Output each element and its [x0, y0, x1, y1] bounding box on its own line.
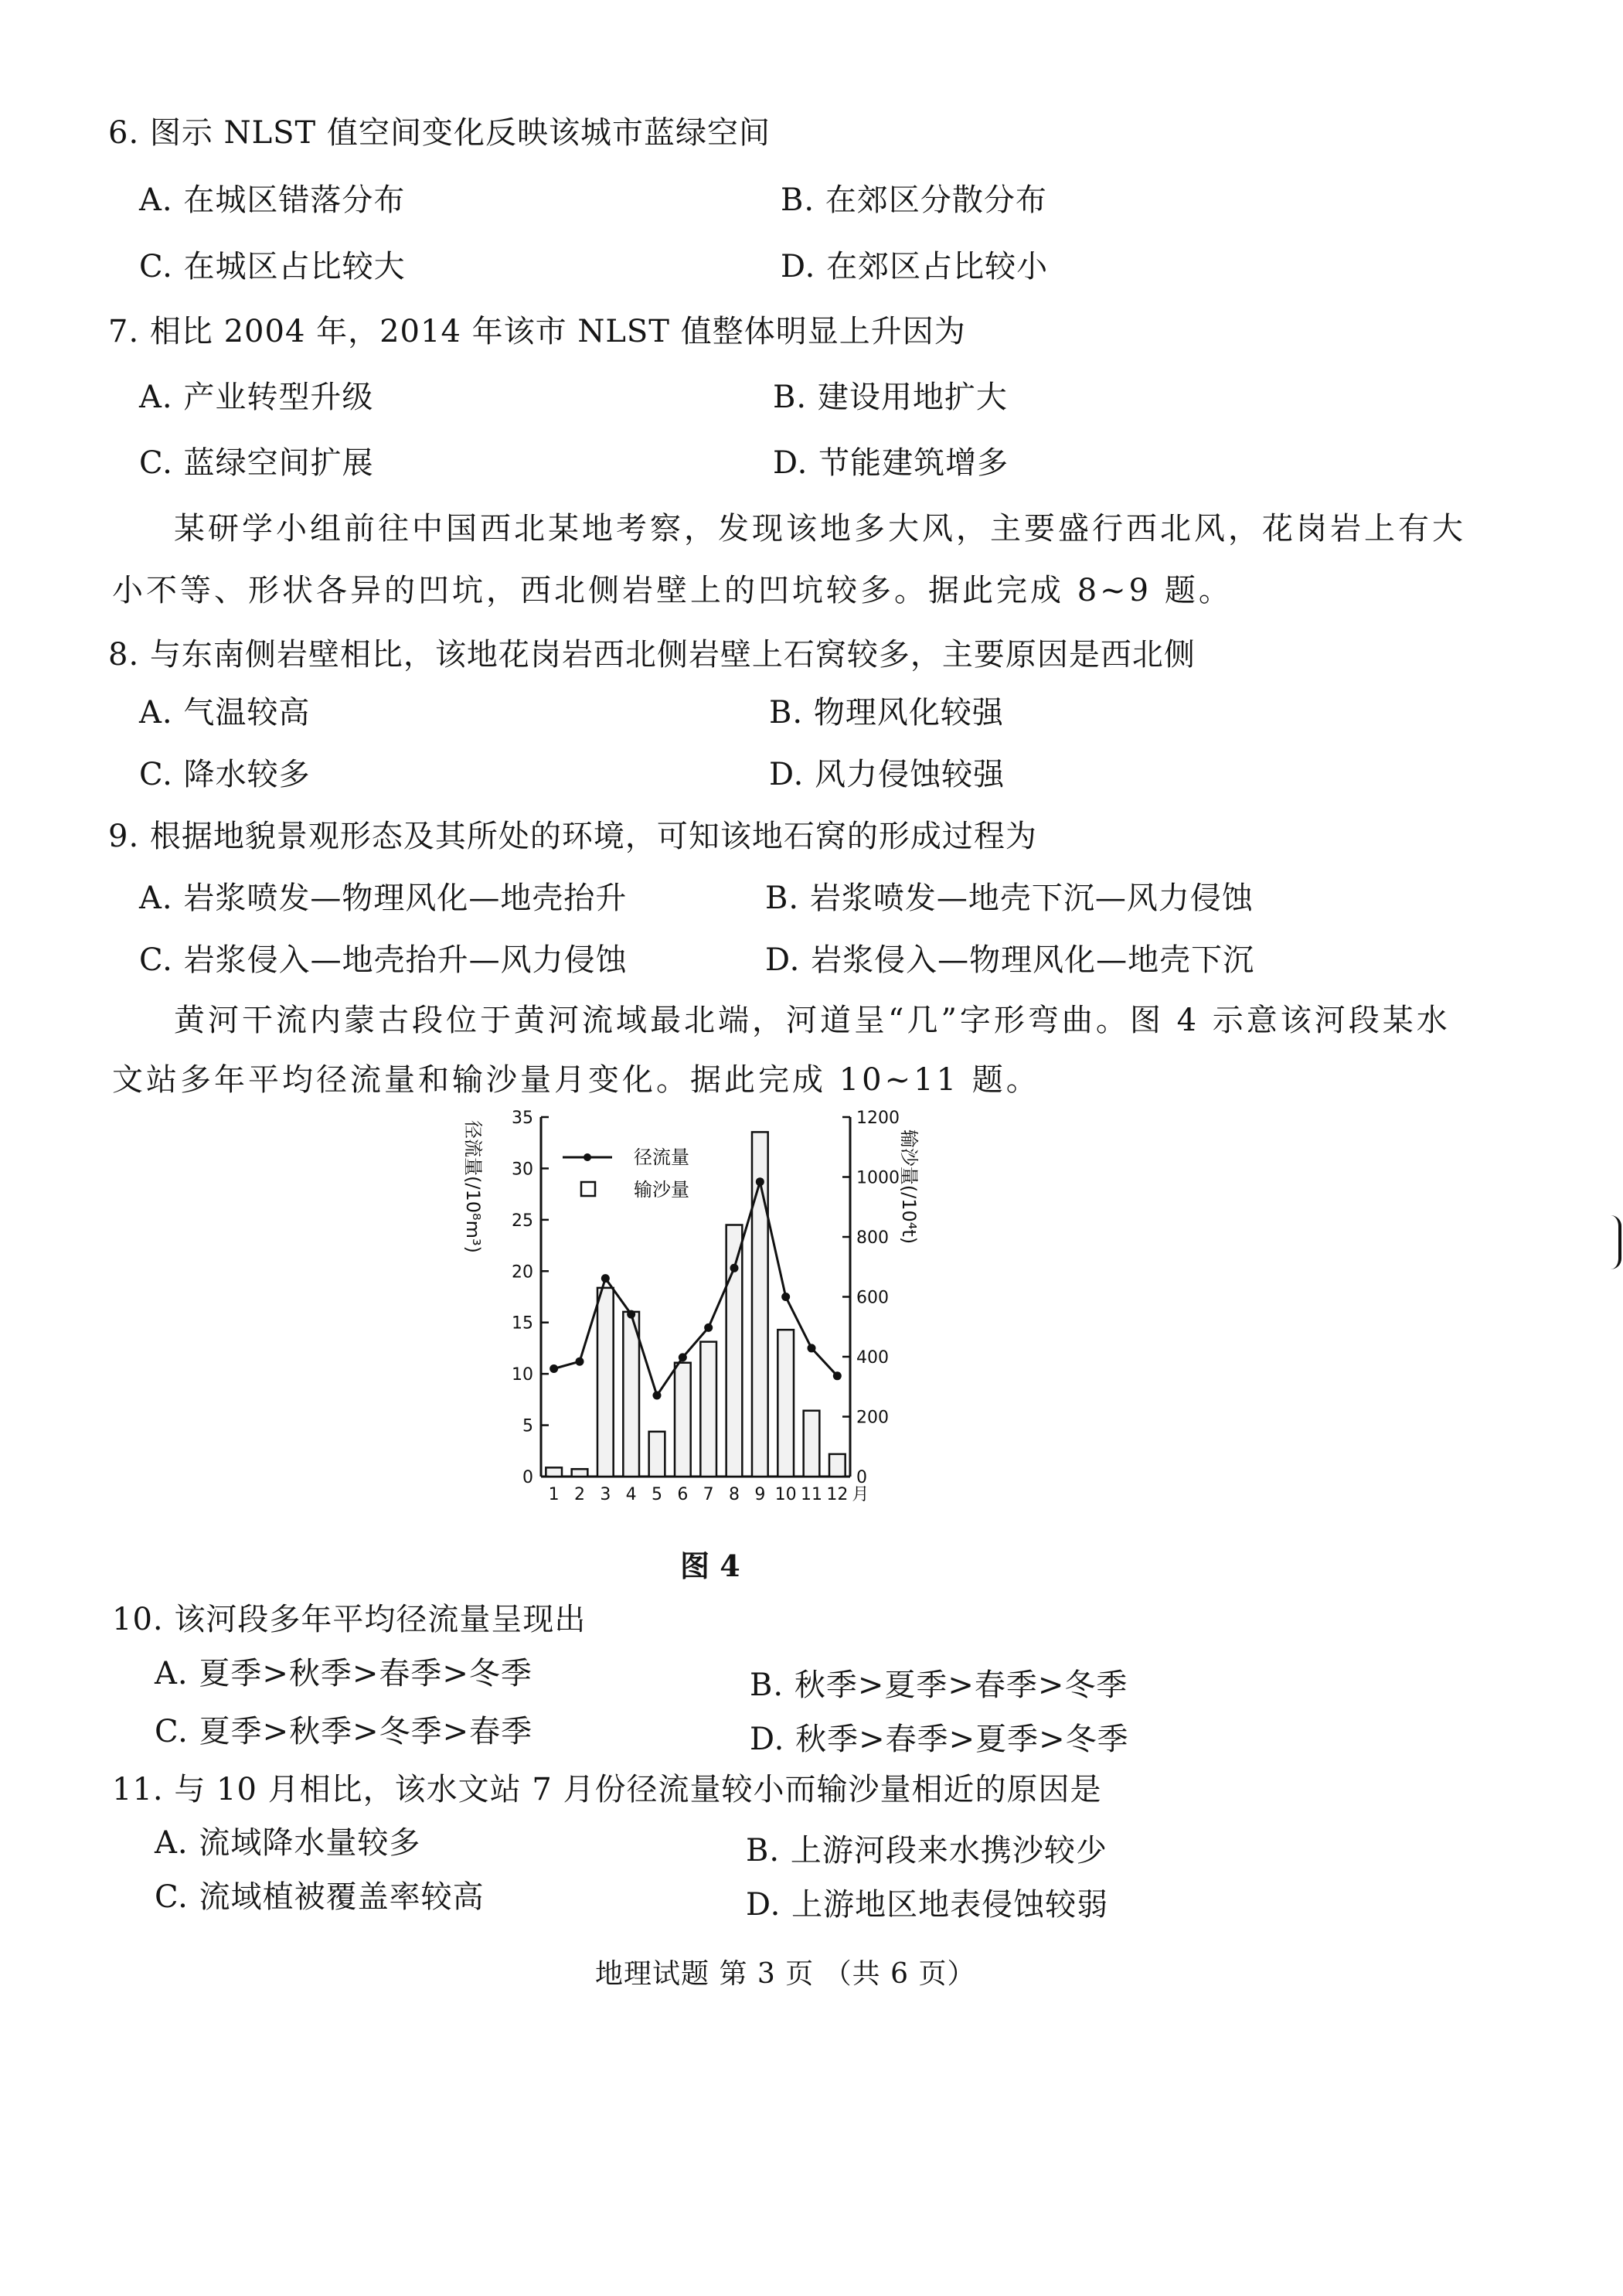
question-10-stem: 10. 该河段多年平均径流量呈现出 — [112, 1602, 587, 1637]
right-axis-title: 输沙量(/10⁴t) — [898, 1129, 920, 1245]
runoff-point — [756, 1177, 764, 1186]
left-tick-label: 30 — [512, 1160, 533, 1180]
left-axis-title: 径流量(/10⁸m³) — [462, 1120, 484, 1253]
runoff-line — [550, 1177, 842, 1399]
question-9-option-a: A. 岩浆喷发—物理风化—地壳抬升 — [139, 881, 628, 916]
question-8-option-c: C. 降水较多 — [139, 757, 311, 792]
runoff-sediment-chart — [448, 1102, 920, 1527]
x-tick-label: 2 — [574, 1485, 585, 1504]
x-tick-label: 3 — [600, 1485, 611, 1504]
question-8-option-a: A. 气温较高 — [139, 695, 311, 731]
legend-runoff-label: 径流量 — [634, 1146, 689, 1168]
x-tick-label: 10 — [774, 1485, 797, 1504]
left-tick-label: 15 — [512, 1313, 533, 1334]
runoff-point — [550, 1364, 558, 1373]
question-11-option-d: D. 上游地区地表侵蚀较弱 — [746, 1887, 1109, 1923]
question-8-option-d: D. 风力侵蚀较强 — [769, 757, 1005, 792]
x-tick-label: 1 — [548, 1485, 560, 1504]
passage-10-11-line-1: 黄河干流内蒙古段位于黄河流域最北端，河道呈“几”字形弯曲。图 4 示意该河段某水 — [174, 1003, 1451, 1038]
question-7-option-c: C. 蓝绿空间扩展 — [139, 445, 374, 481]
x-tick-label: 9 — [754, 1485, 766, 1504]
question-8-stem: 8. 与东南侧岩壁相比，该地花岗岩西北侧岩壁上石窝较多，主要原因是西北侧 — [108, 637, 1196, 673]
x-tick-label: 11 — [801, 1485, 822, 1504]
right-tick-label: 200 — [856, 1408, 889, 1428]
sediment-bar — [804, 1411, 820, 1477]
left-tick-label: 10 — [512, 1365, 533, 1385]
x-tick-label: 12 — [826, 1485, 849, 1504]
question-6-option-b: B. 在郊区分散分布 — [781, 182, 1047, 218]
question-6-option-d: D. 在郊区占比较小 — [781, 249, 1049, 284]
sediment-bar — [649, 1432, 665, 1477]
legend-line-marker — [584, 1153, 591, 1161]
x-tick-label: 6 — [677, 1485, 689, 1504]
question-10-option-c: C. 夏季>秋季>冬季>春季 — [155, 1714, 533, 1749]
x-tick-label: 5 — [652, 1485, 662, 1504]
scan-edge-mark — [1611, 1215, 1621, 1269]
question-7-option-a: A. 产业转型升级 — [139, 380, 374, 415]
question-9-option-d: D. 岩浆侵入—物理风化—地壳下沉 — [765, 942, 1255, 978]
right-tick-label: 0 — [856, 1468, 867, 1487]
left-tick-label: 20 — [512, 1262, 533, 1283]
passage-8-9-line-2: 小不等、形状各异的凹坑，西北侧岩壁上的凹坑较多。据此完成 8~9 题。 — [112, 573, 1233, 608]
legend-bar-marker — [581, 1182, 595, 1196]
question-11-option-a: A. 流域降水量较多 — [155, 1825, 421, 1861]
right-tick-label: 1200 — [856, 1109, 900, 1128]
sediment-bar — [597, 1288, 614, 1477]
runoff-point — [808, 1344, 816, 1352]
question-10-option-d: D. 秋季>春季>夏季>冬季 — [750, 1722, 1129, 1757]
question-7-option-b: B. 建设用地扩大 — [773, 380, 1008, 415]
question-11-option-c: C. 流域植被覆盖率较高 — [155, 1879, 485, 1915]
sediment-bar — [572, 1469, 588, 1477]
question-8-option-b: B. 物理风化较强 — [769, 695, 1004, 731]
right-tick-label: 1000 — [856, 1168, 900, 1188]
sediment-bar — [829, 1454, 846, 1477]
left-tick-label: 0 — [522, 1468, 533, 1487]
chart-legend — [563, 1146, 689, 1201]
sediment-bar — [726, 1225, 743, 1477]
question-7-stem: 7. 相比 2004 年，2014 年该市 NLST 值整体明显上升因为 — [108, 314, 966, 349]
passage-8-9-line-1: 某研学小组前往中国西北某地考察，发现该地多大风，主要盛行西北风，花岗岩上有大 — [174, 511, 1466, 547]
runoff-point — [781, 1293, 790, 1301]
question-6-option-c: C. 在城区占比较大 — [139, 249, 406, 284]
question-9-option-c: C. 岩浆侵入—地壳抬升—风力侵蚀 — [139, 942, 628, 978]
runoff-point — [653, 1392, 662, 1400]
legend-sediment-label: 输沙量 — [634, 1179, 689, 1201]
question-10-option-b: B. 秋季>夏季>春季>冬季 — [750, 1667, 1128, 1703]
left-tick-label: 25 — [512, 1211, 533, 1231]
x-tick-label: 8 — [729, 1485, 740, 1504]
question-7-option-d: D. 节能建筑增多 — [773, 445, 1009, 481]
question-11-option-b: B. 上游河段来水携沙较少 — [746, 1833, 1108, 1868]
right-tick-label: 600 — [856, 1288, 889, 1308]
runoff-point — [679, 1353, 687, 1361]
question-10-option-a: A. 夏季>秋季>春季>冬季 — [155, 1656, 532, 1691]
x-axis-unit: 月 — [852, 1485, 869, 1504]
question-11-stem: 11. 与 10 月相比，该水文站 7 月份径流量较小而输沙量相近的原因是 — [112, 1772, 1102, 1807]
x-tick-label: 7 — [703, 1485, 714, 1504]
right-tick-label: 800 — [856, 1228, 889, 1248]
runoff-polyline — [554, 1182, 838, 1395]
sediment-bar — [546, 1467, 562, 1477]
question-9-stem: 9. 根据地貌景观形态及其所处的环境，可知该地石窝的形成过程为 — [108, 819, 1037, 854]
runoff-point — [833, 1371, 842, 1380]
sediment-bar — [675, 1363, 691, 1477]
figure-caption: 图 4 — [680, 1548, 740, 1583]
x-tick-label: 4 — [625, 1485, 637, 1504]
page-footer: 地理试题 第 3 页 （共 6 页） — [595, 1958, 976, 1990]
sediment-bars — [546, 1132, 845, 1477]
question-6-stem: 6. 图示 NLST 值空间变化反映该城市蓝绿空间 — [108, 115, 771, 151]
runoff-point — [627, 1310, 635, 1319]
runoff-point — [730, 1264, 739, 1272]
runoff-point — [601, 1274, 610, 1283]
sediment-bar — [777, 1330, 794, 1477]
runoff-point — [704, 1323, 713, 1332]
sediment-bar — [623, 1312, 639, 1477]
left-tick-label: 5 — [522, 1416, 533, 1436]
runoff-point — [576, 1358, 584, 1366]
sediment-bar — [700, 1342, 716, 1477]
left-tick-label: 35 — [512, 1109, 533, 1128]
passage-10-11-line-2: 文站多年平均径流量和输沙量月变化。据此完成 10~11 题。 — [112, 1062, 1040, 1098]
question-6-option-a: A. 在城区错落分布 — [139, 182, 406, 218]
right-tick-label: 400 — [856, 1348, 889, 1368]
question-9-option-b: B. 岩浆喷发—地壳下沉—风力侵蚀 — [765, 881, 1254, 916]
